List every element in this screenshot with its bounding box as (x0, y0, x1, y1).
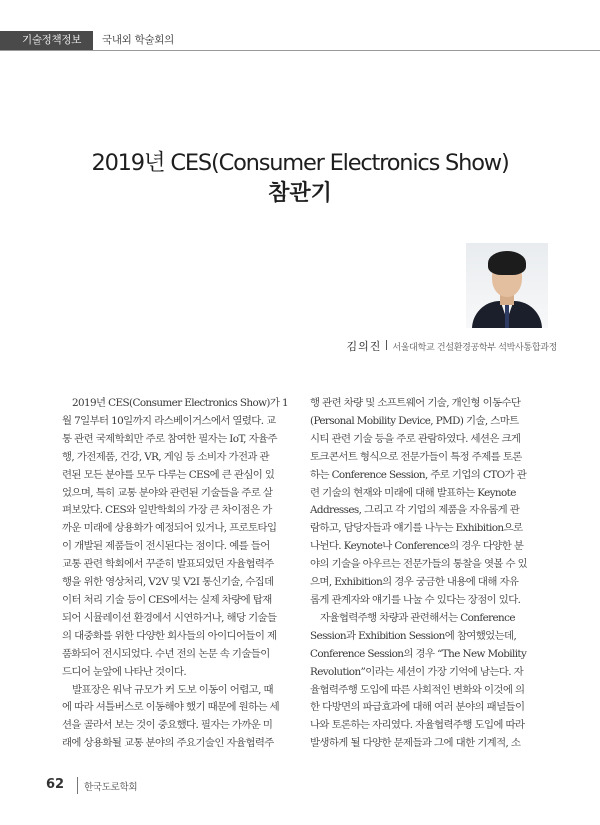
body-column-right (310, 395, 528, 753)
body-line: 품화되어 전시되었다. 수년 전의 논문 속 기술들이 (62, 647, 270, 660)
body-line: 의 대중화를 위한 다양한 회사들의 아이디어들이 제 (62, 629, 277, 642)
body-line: 련 기술의 현재와 미래에 대해 발표하는 Keynote (310, 486, 516, 499)
body-line: 었으며, 특히 교통 분야와 관련된 기술들을 주로 살 (62, 486, 273, 499)
author-byline (347, 338, 558, 354)
body-line: 이 개발된 제품들이 전시된다는 점이다. 예를 들어 (62, 540, 270, 553)
author-name: 김의진 (346, 340, 382, 353)
body-line: 하는 Conference Session, 주로 기업의 CTO가 관 (310, 468, 527, 481)
body-line: 월 7일부터 10일까지 라스베이거스에서 열렸다. 교 (62, 414, 276, 427)
body-line: Session과 Exhibition Session에 참여했었는데, (310, 629, 517, 642)
body-line: 발생하게 될 다양한 문제들과 그에 대한 기계적, 소 (310, 737, 521, 750)
body-line: 야의 기술을 아우르는 전문가들의 통찰을 엿볼 수 있 (310, 558, 528, 571)
byline-divider (386, 340, 387, 350)
body-line: 교통 관련 학회에서 꾸준히 발표되었던 자율협력주 (62, 558, 274, 571)
body-line: 토크콘서트 형식으로 전문가들이 특정 주제를 토론 (310, 450, 522, 463)
body-line: 드디어 눈앞에 나타난 것이다. (62, 665, 187, 678)
body-line: 한 다방면의 파급효과에 대해 여러 분야의 패널들이 (310, 701, 525, 714)
author-affiliation: 서울대학교 건설환경공학부 석박사통합과정 (392, 343, 557, 353)
article-title: 2019년 CES(Consumer Electronics Show) (91, 150, 509, 176)
footer-divider (77, 777, 78, 794)
body-line: 펴보았다. CES와 일반학회의 가장 큰 차이점은 가 (62, 504, 272, 517)
author-photo (466, 243, 548, 328)
page-number: 62 (46, 777, 65, 792)
body-line: 2019년 CES(Consumer Electronics Show)가 1 (72, 397, 288, 409)
body-line: 되어 시뮬레이션 환경에서 시연하거나, 해당 기술들 (62, 611, 277, 624)
body-line: 래에 상용화될 교통 분야의 주요기술인 자율협력주 (62, 737, 274, 750)
body-line: 련된 모든 분야를 모두 다루는 CES에 큰 관심이 있 (62, 468, 275, 481)
body-line: 션을 골라서 보는 것이 중요했다. 필자는 가까운 미 (62, 719, 273, 732)
body-line: Revolution”이라는 세션이 가장 기억에 남는다. 자 (310, 665, 524, 678)
body-line: Addresses, 그리고 각 기업의 제품을 자유롭게 관 (310, 504, 520, 517)
body-line: 람하고, 담당자들과 얘기를 나누는 Exhibition으로 (310, 522, 523, 535)
header-divider (0, 50, 600, 51)
publisher-name: 한국도로학회 (84, 782, 138, 793)
body-line: 까운 미래에 상용화가 예정되어 있거나, 프로토타입 (62, 522, 277, 535)
section-category: 국내외 학술회의 (102, 34, 174, 46)
body-line: 롭게 관계자와 얘기를 나눌 수 있다는 장점이 있다. (310, 593, 521, 606)
body-line: 에 따라 셔틀버스로 이동해야 했기 때문에 원하는 세 (62, 701, 280, 714)
body-line: 통 관련 국제학회만 주로 참여한 필자는 IoT, 자율주 (62, 432, 277, 445)
body-line: 율협력주행 도입에 따른 사회적인 변화와 이것에 의 (310, 683, 525, 696)
body-column-left (62, 395, 288, 753)
body-line: (Personal Mobility Device, PMD) 기술, 스마트 (310, 414, 519, 427)
body-line: 발표장은 워낙 규모가 커 도보 이동이 어렵고, 때 (72, 683, 273, 696)
article-title-line2: 참관기 (268, 181, 332, 206)
body-line: 시티 관련 기술 등을 주로 관람하였다. 세션은 크게 (310, 432, 521, 445)
body-line: 나와 토론하는 자리였다. 자율협력주행 도입에 따라 (310, 719, 525, 732)
body-line: 행, 가전제품, 건강, VR, 게임 등 소비자 가전과 관 (62, 450, 269, 463)
body-line: 으며, Exhibition의 경우 궁금한 내용에 대해 자유 (310, 576, 519, 589)
section-tag: 기술정책정보 (0, 31, 93, 50)
body-line: Conference Session의 경우 “The New Mobility (310, 647, 527, 660)
body-line: 이터 처리 기술 등이 CES에서는 실제 차량에 탑재 (62, 593, 272, 606)
body-line: 행 관련 차량 및 소프트웨어 기술, 개인형 이동수단 (310, 397, 521, 409)
body-line: 행을 위한 영상처리, V2V 및 V2I 통신기술, 수집데 (62, 576, 274, 589)
body-line: 자율협력주행 차량과 관련해서는 Conference (320, 611, 515, 624)
body-line: 나뉜다. Keynote나 Conference의 경우 다양한 분 (310, 540, 524, 553)
